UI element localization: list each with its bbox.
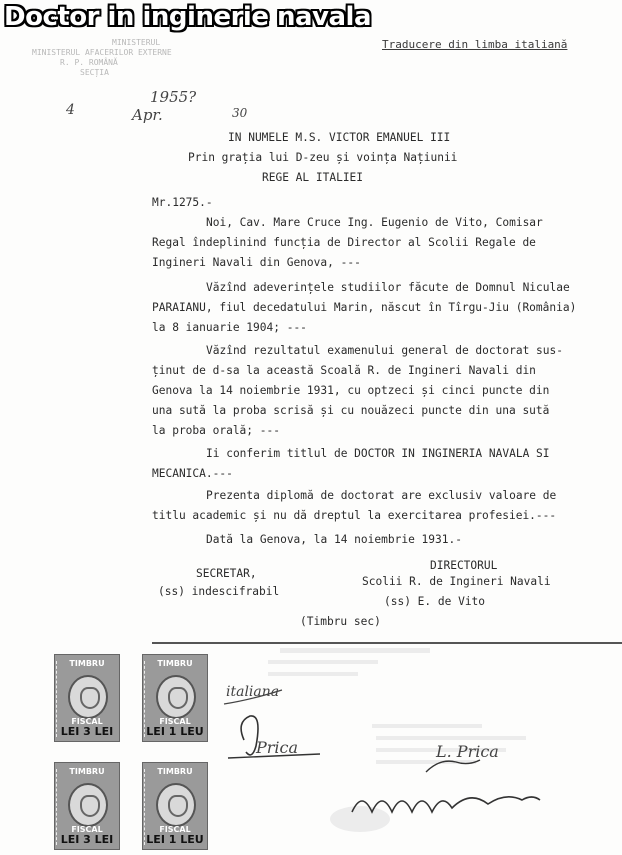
paragraph-line: PARAIANU, fiul decedatului Marin, născut în Tîrgu-Jiu (România) <box>152 301 577 314</box>
paragraph-line: Genova la 14 noiembrie 1931, cu optzeci și cinci puncte din <box>152 384 550 397</box>
handwritten-number: 4 <box>66 102 75 118</box>
paragraph-line: Noi, Cav. Mare Cruce Ing. Eugenio de Vito, Comisar <box>206 216 543 229</box>
fiscal-stamp: TIMBRU FISCAL LEI 3 LEI <box>54 654 120 742</box>
paragraph-line: ținut de d-sa la această Scoală R. de Ingineri Navali din <box>152 364 536 377</box>
translation-note: Traducere din limba italiană <box>382 38 568 51</box>
fiscal-stamp: TIMBRU FISCAL LEI 1 LEU <box>142 654 208 742</box>
paragraph-line: Regal îndeplinind funcția de Director al Scolii Regale de <box>152 236 536 249</box>
signature-1: Prica <box>256 738 299 757</box>
faded-header-line: SECȚIA <box>80 68 109 77</box>
faded-header-line: MINISTERUL <box>112 38 161 47</box>
paragraph-line: Văzînd adeverințele studiilor făcute de Domnul Niculae <box>206 281 570 294</box>
faded-header-line: MINISTERUL AFACERILOR EXTERNE <box>32 48 172 57</box>
document-date: Dată la Genova, la 14 noiembrie 1931.- <box>206 533 462 546</box>
paragraph-line: la 8 ianuarie 1904; --- <box>152 321 307 334</box>
paragraph-line: la proba orală; --- <box>152 424 280 437</box>
director-name: (ss) E. de Vito <box>384 595 486 608</box>
paragraph-line: titlu academic și nu dă dreptul la exercitarea profesiei.--- <box>152 509 557 522</box>
secretar-name: (ss) indescifrabil <box>158 585 280 598</box>
paragraph-line: Ii conferim titlul de DOCTOR IN INGINERIA NAVALA SI <box>206 447 550 460</box>
fiscal-stamp: TIMBRU FISCAL LEI 1 LEU <box>142 762 208 850</box>
signature-2: L. Prica <box>436 742 499 761</box>
paragraph-line: una sută la proba scrisă și cu nouăzeci puncte din una sută <box>152 404 550 417</box>
handwritten-month: Apr. <box>132 106 163 124</box>
paragraph-line: MECANICA.--- <box>152 467 233 480</box>
paragraph-line: Ingineri Navali din Genova, --- <box>152 256 361 269</box>
dry-seal-note: (Timbru sec) <box>300 615 381 628</box>
handwritten-year: 1955? <box>150 88 197 106</box>
heading-line-3: REGE AL ITALIEI <box>262 171 364 184</box>
document-number: Mr.1275.- <box>152 196 213 209</box>
heading-line-1: IN NUMELE M.S. VICTOR EMANUEL III <box>228 131 451 144</box>
paragraph-line: Văzînd rezultatul examenului general de doctorat sus- <box>206 344 563 357</box>
handwritten-italiana: italiana <box>226 684 280 700</box>
fiscal-stamp: TIMBRU FISCAL LEI 3 LEI <box>54 762 120 850</box>
secretar-title: SECRETAR, <box>196 567 257 580</box>
paragraph-line: Prezenta diplomă de doctorat are exclusiv valoare de <box>206 489 557 502</box>
handwritten-day: 30 <box>232 106 248 120</box>
director-school: Scolii R. de Ingineri Navali <box>362 575 551 588</box>
image-caption-banner: Doctor in inginerie navala <box>4 2 372 32</box>
heading-line-2: Prin grația lui D-zeu și voința Națiunii <box>188 151 458 164</box>
faded-header-line: R. P. ROMÂNĂ <box>60 58 118 67</box>
director-title: DIRECTORUL <box>430 559 498 572</box>
